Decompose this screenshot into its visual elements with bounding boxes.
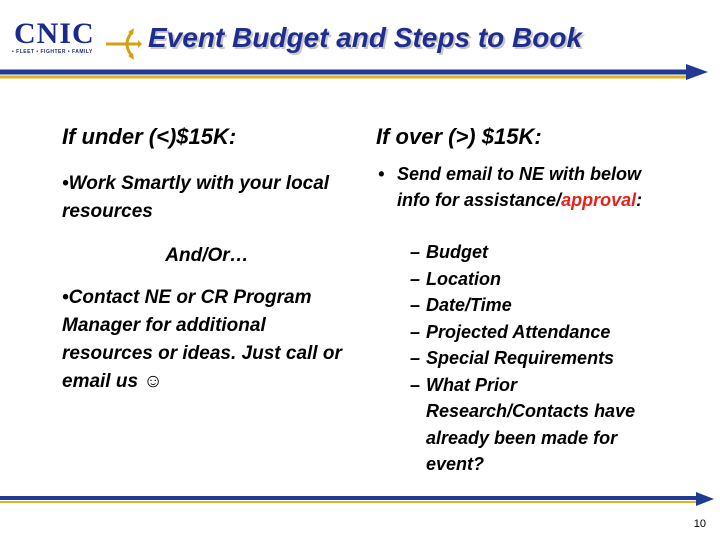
list-item-text: Special Requirements bbox=[426, 348, 615, 368]
dash-marker: – bbox=[410, 295, 421, 315]
dash-marker: – bbox=[410, 242, 421, 262]
list-item-special-requirements bbox=[410, 345, 700, 372]
right-bullet-pre: Send email to NE with below info for assistance/ bbox=[397, 164, 642, 210]
list-item-text: What Prior Research/Contacts have already been made for event? bbox=[426, 374, 636, 474]
page-number: 10 bbox=[693, 518, 706, 530]
left-heading: If under (<)$15K: bbox=[62, 124, 237, 149]
list-item-attendance bbox=[410, 319, 700, 346]
logo-wordmark: CNIC bbox=[14, 17, 95, 50]
right-bullet-marker: • bbox=[378, 164, 385, 184]
approval-word: approval bbox=[561, 189, 637, 210]
list-item-budget bbox=[410, 239, 700, 266]
info-list bbox=[410, 239, 700, 478]
list-item-text: Date/Time bbox=[426, 295, 512, 315]
bottom-divider bbox=[0, 490, 720, 510]
top-divider bbox=[0, 60, 720, 86]
trident-icon bbox=[102, 24, 142, 64]
page-title: Event Budget and Steps to Book bbox=[148, 22, 583, 53]
and-or-label: And/Or… bbox=[165, 245, 249, 266]
dash-marker: – bbox=[410, 268, 421, 289]
dash-marker: – bbox=[410, 321, 421, 342]
right-bullet-text bbox=[397, 162, 678, 213]
right-bullet-email bbox=[378, 162, 678, 213]
left-bullet-resources: •Work Smartly with your local resources bbox=[62, 173, 330, 222]
list-item-text: Projected Attendance bbox=[426, 321, 611, 342]
list-item-prior-research bbox=[410, 372, 636, 478]
dash-marker: – bbox=[410, 374, 421, 395]
right-bullet-post: : bbox=[636, 189, 643, 210]
smiley-icon: ☺ bbox=[143, 371, 163, 392]
list-item-text: Budget bbox=[426, 242, 488, 262]
list-item-location bbox=[410, 266, 700, 293]
list-item-text: Location bbox=[426, 268, 501, 289]
logo-tagline: • FLEET • FIGHTER • FAMILY bbox=[12, 49, 93, 55]
left-bullet-contact-text: •Contact NE or CR Program Manager for additional resources or ideas. Just call or email us bbox=[62, 287, 342, 392]
cnic-logo bbox=[8, 18, 140, 64]
list-item-date-time bbox=[410, 292, 700, 319]
left-bullet-contact bbox=[62, 284, 352, 396]
right-heading: If over (>) $15K: bbox=[376, 124, 542, 149]
dash-marker: – bbox=[410, 348, 421, 368]
